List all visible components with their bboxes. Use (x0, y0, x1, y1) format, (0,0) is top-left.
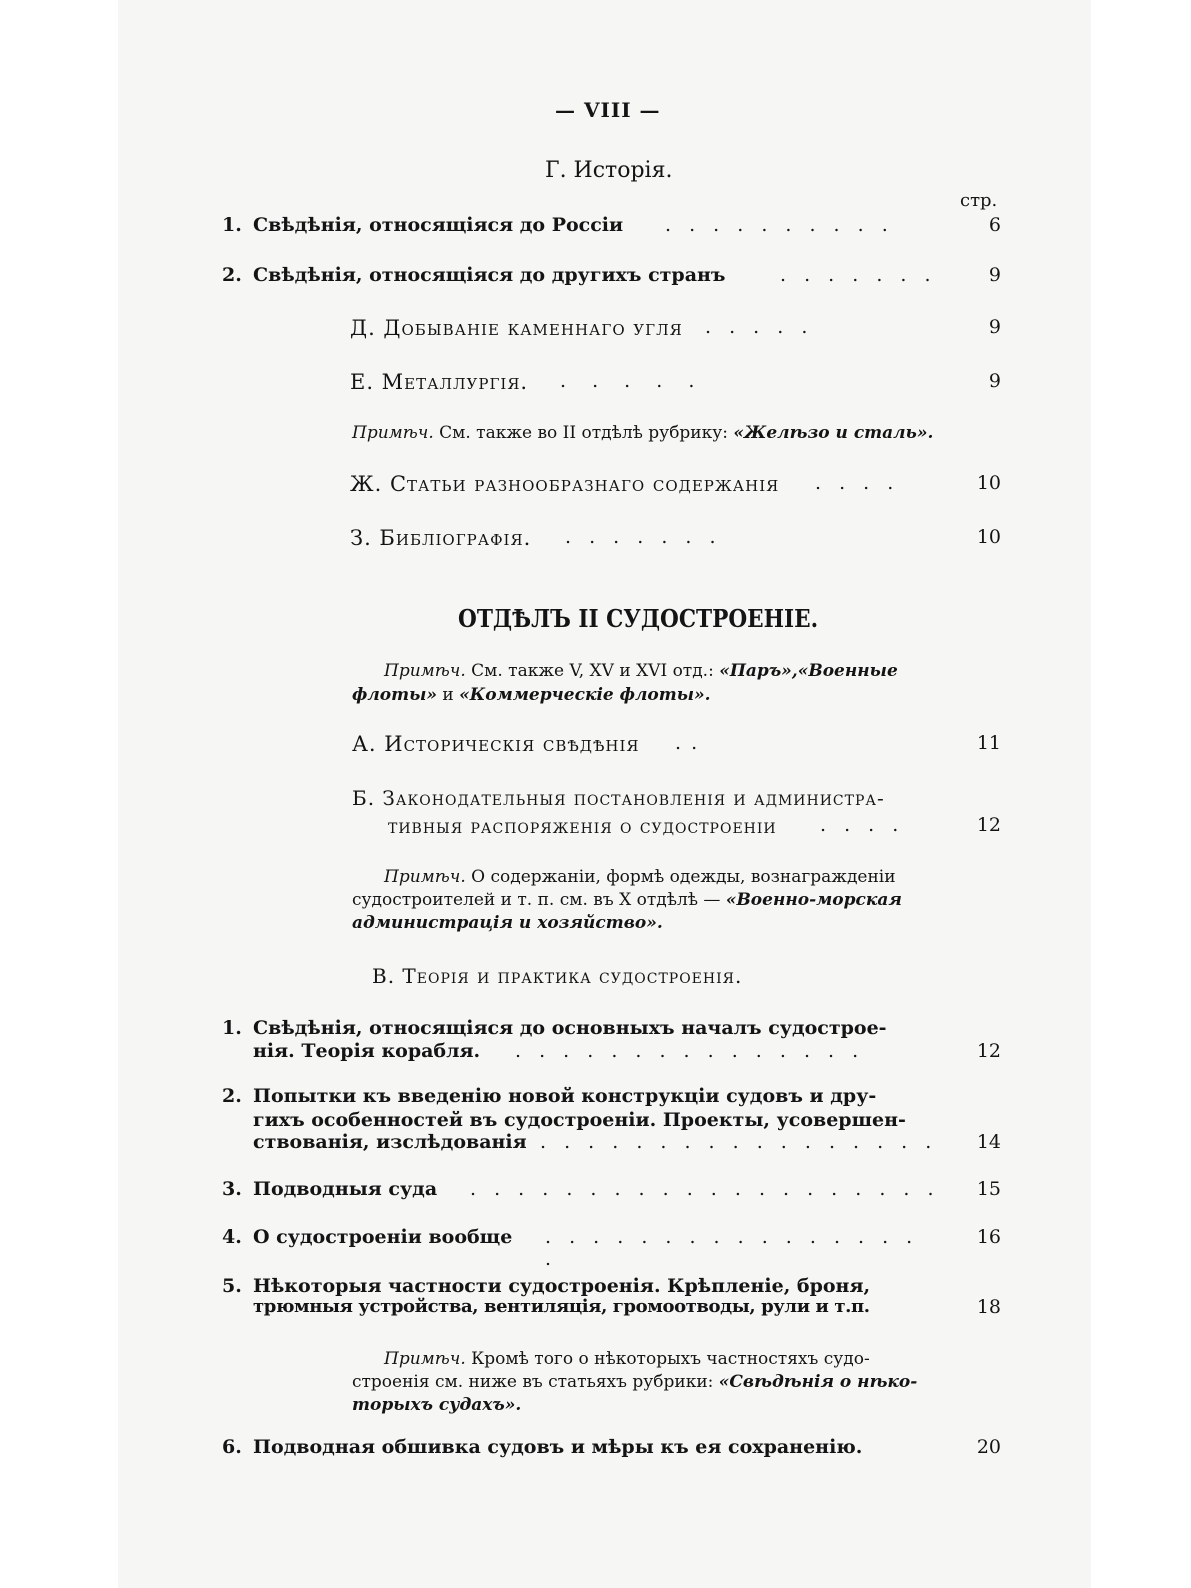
note-text: О содержаніи, формѣ одежды, вознагражденіи (471, 867, 896, 887)
toc-row (0, 214, 1191, 244)
note-label: Примѣч. (384, 1349, 466, 1369)
note-text: и (437, 685, 460, 705)
toc-row-page: 12 (976, 1040, 1001, 1062)
toc-row-page: 20 (976, 1436, 1001, 1458)
toc-row-page: 9 (988, 370, 1001, 392)
toc-row (0, 1226, 1191, 1270)
toc-entry-line1: Свѣдѣнія, относящіяся до основныхъ началъ судострое- (253, 1017, 887, 1039)
toc-row (0, 264, 1191, 294)
note-shipbuilding (384, 660, 944, 682)
toc-row-title: Свѣдѣнія, относящіяся до Россіи (253, 214, 624, 236)
note-text: судостроителей и т. п. см. въ X отдѣлѣ — (352, 890, 721, 910)
note-text: См. также во II отдѣлѣ рубрику: (439, 423, 728, 443)
toc-row-leader: . . . . . (560, 370, 705, 392)
toc-row (0, 1131, 1191, 1161)
section-g-title: Г. Исторія. (545, 158, 673, 183)
note-label: Примѣч. (384, 867, 466, 887)
note-text: строенія см. ниже въ статьяхъ рубрики: (352, 1372, 714, 1392)
toc-entry-number: 5. (222, 1275, 242, 1297)
toc-row (0, 316, 1191, 346)
section-d-title: Д. Добываніе каменнаго угля (350, 316, 683, 340)
toc-row-leader: . . . . . . . . . . . . . . . (515, 1040, 865, 1062)
toc-entry-number: 2. (222, 1085, 242, 1107)
toc-row (0, 732, 1191, 762)
toc-row-number: 2. (222, 264, 242, 286)
toc-row-title: О судостроеніи вообще (253, 1226, 513, 1248)
toc-row-page: 15 (976, 1178, 1001, 1200)
toc-entry-line3: ствованія, изслѣдованія (253, 1131, 527, 1153)
toc-row-leader: . . . . . . . . . . . . . . . . . (540, 1131, 938, 1153)
toc-row (0, 472, 1191, 502)
note-text: См. также V, XV и XVI отд.: (471, 661, 714, 681)
toc-row-leader: . . . . (820, 814, 905, 836)
toc-row-number: 6. (222, 1436, 242, 1458)
toc-row (0, 1296, 1191, 1326)
toc-row-page: 12 (976, 814, 1001, 836)
toc-row-leader: . . . . . . . . . . (665, 214, 894, 236)
toc-row-leader: . . (675, 732, 700, 754)
toc-row-page: 16 (976, 1226, 1001, 1248)
toc-row-page: 14 (976, 1131, 1001, 1153)
note-label: Примѣч. (384, 661, 466, 681)
note-ship-details (384, 1348, 870, 1370)
toc-entry-number: 1. (222, 1017, 242, 1039)
note-shipbuilders (384, 866, 896, 888)
toc-row (0, 814, 1191, 844)
toc-row-title: Подводныя суда (253, 1178, 438, 1200)
note-italic-ref: флоты» (352, 685, 438, 705)
toc-row-page: 6 (988, 214, 1001, 236)
page-marker: — VIII — (555, 98, 661, 122)
note-shipbuilding-line2 (352, 684, 711, 706)
note-italic-ref: «Военно-морская (725, 890, 902, 910)
toc-row (0, 1178, 1191, 1208)
toc-row-leader: . . . . . . . (565, 526, 722, 548)
page-column-header: стр. (960, 190, 998, 211)
section-a-title: А. Историческія свѣдѣнія (352, 732, 640, 756)
section-b-title-line1: Б. Законодательныя постановленія и администра- (352, 786, 885, 810)
toc-row-page: 10 (976, 526, 1001, 548)
note-italic-ref: «Желѣзо и сталь». (733, 423, 934, 443)
toc-row (0, 526, 1191, 556)
toc-row-page: 9 (988, 264, 1001, 286)
toc-row-leader: . . . . . . . . . . . . . . . . . (545, 1226, 919, 1270)
toc-row-number: 1. (222, 214, 242, 236)
toc-row-leader: . . . . (815, 472, 900, 494)
note-italic-ref: «Паръ»,«Военные (719, 661, 898, 681)
toc-entry-line2: нія. Теорія корабля. (253, 1040, 481, 1062)
toc-entry-line1: Нѣкоторыя частности судостроенія. Крѣпленіе, броня, (253, 1275, 871, 1297)
toc-row-page: 18 (976, 1296, 1001, 1318)
toc-entry-line2: гихъ особенностей въ судостроеніи. Проекты, усовершен- (253, 1109, 906, 1131)
note-shipbuilders-line2 (352, 889, 902, 911)
note-ship-details-line2 (352, 1371, 917, 1393)
section-b-title-line2: тивныя распоряженія о судостроеніи (388, 814, 777, 838)
note-shipbuilders-line3: администрація и хозяйство». (352, 913, 663, 933)
toc-row-title: Подводная обшивка судовъ и мѣры къ ея сохраненію. (253, 1436, 863, 1458)
toc-row-leader: . . . . . (705, 316, 814, 338)
section-v-title: В. Теорія и практика судостроенія. (372, 964, 743, 988)
section-e-title: Е. Металлургія. (350, 370, 529, 394)
toc-row-number: 3. (222, 1178, 242, 1200)
note-italic-ref: «Коммерческіе флоты». (459, 685, 711, 705)
toc-row-leader: . . . . . . . . . . . . . . . . . . . . (470, 1178, 940, 1200)
note-text: Кромѣ того о нѣкоторыхъ частностяхъ судо- (471, 1349, 870, 1369)
toc-entry-line1: Попытки къ введенію новой конструкціи судовъ и дру- (253, 1085, 877, 1107)
note-metallurgy (352, 422, 933, 444)
toc-row-number: 4. (222, 1226, 242, 1248)
note-ship-details-line3: торыхъ судахъ». (352, 1395, 522, 1415)
section-zh-title: Ж. Статьи разнообразнаго содержанія (350, 472, 780, 496)
toc-entry-line2: трюмныя устройства, вентиляція, громоотводы, рули и т.п. (253, 1296, 870, 1317)
toc-row-title: Свѣдѣнія, относящіяся до другихъ странъ (253, 264, 726, 286)
note-label: Примѣч. (352, 423, 434, 443)
toc-row-page: 9 (988, 316, 1001, 338)
note-italic-ref: «Свѣдѣнія о нѣко- (718, 1372, 918, 1392)
toc-row-page: 11 (976, 732, 1001, 754)
toc-row-page: 10 (976, 472, 1001, 494)
toc-row (0, 1436, 1191, 1466)
toc-row-leader: . . . . . . . (780, 264, 937, 286)
section-z-title: З. Библіографія. (350, 526, 532, 550)
part-title: ОТДѢЛЪ II СУДОСТРОЕНІЕ. (458, 604, 819, 633)
toc-row (0, 370, 1191, 400)
toc-row (0, 1040, 1191, 1070)
